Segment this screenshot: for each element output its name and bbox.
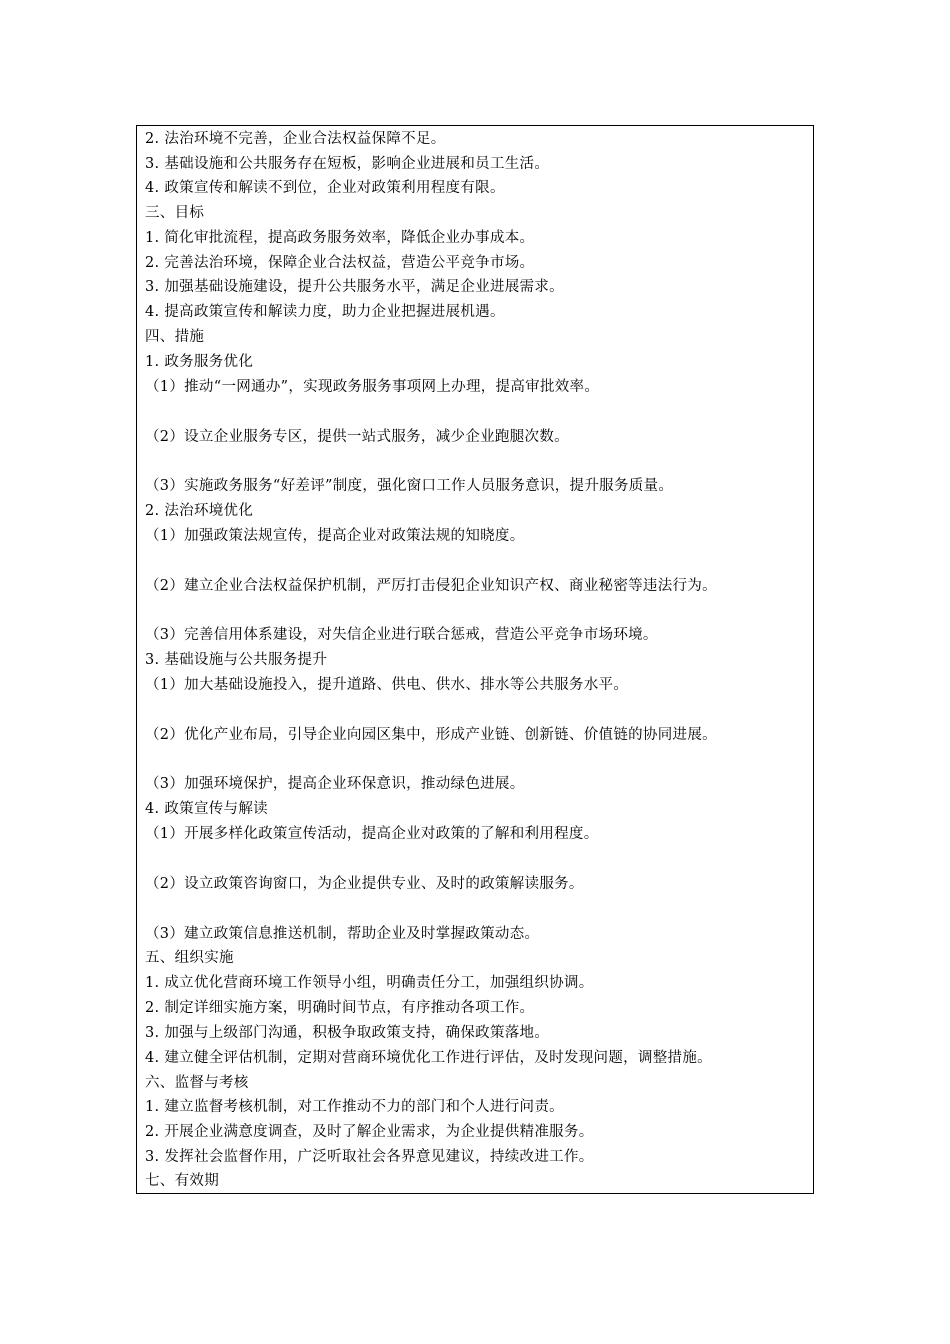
- text-line: 3. 加强与上级部门沟通，积极争取政策支持，确保政策落地。: [145, 1025, 550, 1041]
- text-line: 2. 开展企业满意度调查，及时了解企业需求，为企业提供精准服务。: [145, 1124, 594, 1140]
- text-line: （1）加大基础设施投入，提升道路、供电、供水、排水等公共服务水平。: [145, 677, 629, 693]
- text-line: 4. 政策宣传和解读不到位，企业对政策利用程度有限。: [145, 180, 505, 196]
- text-line: （1）开展多样化政策宣传活动，提高企业对政策的了解和利用程度。: [145, 826, 599, 842]
- section-heading: 四、措施: [145, 329, 205, 345]
- text-line: 3. 发挥社会监督作用，广泛听取社会各界意见建议，持续改进工作。: [145, 1149, 594, 1165]
- section-heading: 七、有效期: [145, 1173, 219, 1189]
- text-line: 4. 建立健全评估机制，定期对营商环境优化工作进行评估，及时发现问题，调整措施。: [145, 1050, 712, 1066]
- text-line: 4. 提高政策宣传和解读力度，助力企业把握进展机遇。: [145, 304, 505, 320]
- section-heading: 三、目标: [145, 205, 205, 221]
- text-line: （2）设立政策咨询窗口，为企业提供专业、及时的政策解读服务。: [145, 876, 584, 892]
- text-line: （1）推动“一网通办”，实现政务服务事项网上办理，提高审批效率。: [145, 379, 600, 395]
- text-line: （1）加强政策法规宣传，提高企业对政策法规的知晓度。: [145, 528, 525, 544]
- text-line: （3）实施政务服务“好差评”制度，强化窗口工作人员服务意识，提升服务质量。: [145, 478, 674, 494]
- section-heading: 六、监督与考核: [145, 1075, 249, 1091]
- text-line: 3. 基础设施和公共服务存在短板，影响企业进展和员工生活。: [145, 156, 550, 172]
- subsection-heading: 1. 政务服务优化: [145, 354, 254, 370]
- text-line: （3）建立政策信息推送机制，帮助企业及时掌握政策动态。: [145, 926, 540, 942]
- text-line: （3）完善信用体系建设，对失信企业进行联合惩戒，营造公平竞争市场环境。: [145, 627, 658, 643]
- text-line: 3. 加强基础设施建设，提升公共服务水平，满足企业进展需求。: [145, 279, 564, 295]
- text-line: （2）设立企业服务专区，提供一站式服务，减少企业跑腿次数。: [145, 429, 569, 445]
- text-line: 2. 制定详细实施方案，明确时间节点，有序推动各项工作。: [145, 1000, 535, 1016]
- text-line: （3）加强环境保护，提高企业环保意识，推动绿色进展。: [145, 776, 525, 792]
- text-line: （2）建立企业合法权益保护机制，严厉打击侵犯企业知识产权、商业秘密等违法行为。: [145, 578, 717, 594]
- subsection-heading: 3. 基础设施与公共服务提升: [145, 652, 328, 668]
- text-line: 1. 建立监督考核机制，对工作推动不力的部门和个人进行问责。: [145, 1099, 564, 1115]
- text-line: 2. 完善法治环境，保障企业合法权益，营造公平竞争市场。: [145, 255, 535, 271]
- text-line: 1. 简化审批流程，提高政务服务效率，降低企业办事成本。: [145, 230, 535, 246]
- text-line: （2）优化产业布局，引导企业向园区集中，形成产业链、创新链、价值链的协同进展。: [145, 727, 717, 743]
- subsection-heading: 2. 法治环境优化: [145, 503, 254, 519]
- text-line: 1. 成立优化营商环境工作领导小组，明确责任分工，加强组织协调。: [145, 975, 594, 991]
- subsection-heading: 4. 政策宣传与解读: [145, 801, 268, 817]
- text-line: 2. 法治环境不完善，企业合法权益保障不足。: [145, 131, 446, 147]
- section-heading: 五、组织实施: [145, 950, 234, 966]
